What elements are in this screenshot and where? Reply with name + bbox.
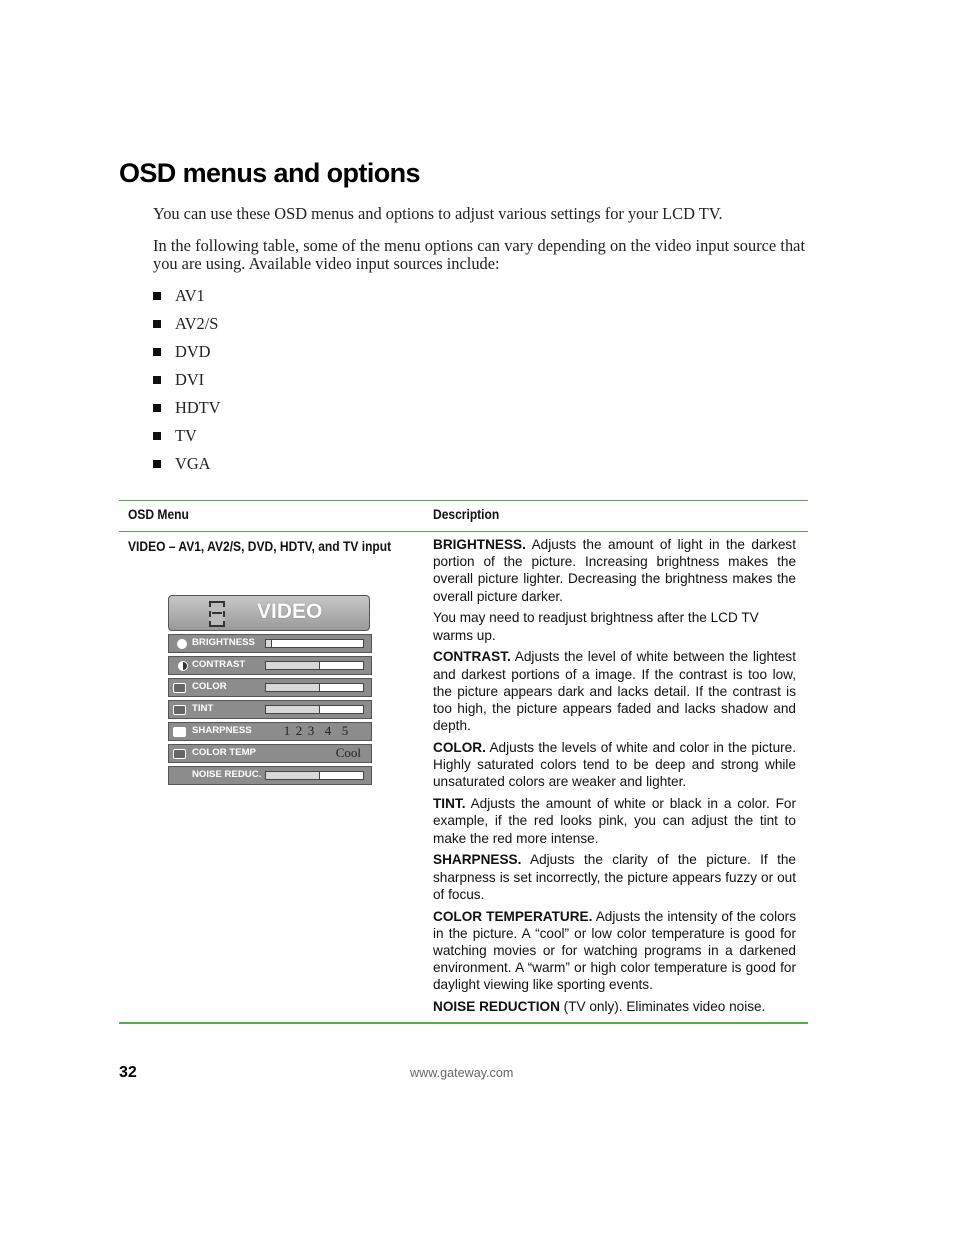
list-item <box>153 343 221 371</box>
osd-row-contrast <box>168 656 372 675</box>
osd-row-label: NOISE REDUC. <box>192 769 262 780</box>
list-item <box>153 287 221 315</box>
tint-icon <box>173 705 186 715</box>
scale-value: 5 <box>341 723 349 738</box>
definition: Adjusts the level of white between the lightest and darkest portions of a image. If the contrast is too low, the picture appears dark and lacks detail. If the contrast is too high, the picture appears faded and lacks shadow and depth. <box>433 649 796 734</box>
footer-url: www.gateway.com <box>410 1066 514 1080</box>
slider-fill <box>266 684 320 691</box>
bullet-icon <box>153 348 161 356</box>
term: SHARPNESS. <box>433 852 522 868</box>
definition: Adjusts the amount of light in the darkest portion of the picture. Increasing brightness makes the overall picture lighter. Decreasing the brightness makes the overall picture darker. <box>433 537 796 604</box>
definition: Adjusts the clarity of the picture. If the sharpness is set incorrectly, the picture appears fuzzy or out of focus. <box>433 852 796 902</box>
osd-row-color <box>168 678 372 697</box>
table-cell-description <box>433 536 796 1020</box>
term: CONTRAST. <box>433 649 511 665</box>
description-contrast <box>433 648 796 734</box>
page-title: OSD menus and options <box>119 158 420 188</box>
osd-row-brightness <box>168 634 372 653</box>
page-number: 32 <box>119 1064 137 1081</box>
contrast-slider <box>265 661 364 670</box>
bullet-icon <box>153 292 161 300</box>
description-noise-reduction <box>433 998 796 1015</box>
scale-value: 2 <box>295 723 303 738</box>
term: BRIGHTNESS. <box>433 537 526 552</box>
definition: Adjusts the levels of white and color in the picture. Highly saturated colors tend to be deep and strong while unsaturated colors are weaker and lighter. <box>433 740 796 790</box>
color-slider <box>265 683 364 692</box>
definition: You may need to readjust brightness after the LCD TV warms up. <box>433 610 759 643</box>
definition: Adjusts the amount of white or black in a color. For example, if the red looks pink, you can adjust the tint to make the red more intense. <box>433 796 796 846</box>
table-cell-menu-name: VIDEO – AV1, AV2/S, DVD, HDTV, and TV input <box>128 538 392 554</box>
brightness-slider <box>265 639 364 648</box>
description-color <box>433 739 796 791</box>
slider-fill <box>266 772 320 779</box>
intro-paragraph-2: In the following table, some of the menu options can vary depending on the video input source that you are using. Available video input sources include: <box>153 236 805 273</box>
list-item-text: DVI <box>175 370 205 389</box>
tint-slider <box>265 705 364 714</box>
video-source-list <box>153 287 221 483</box>
contrast-icon <box>178 661 188 671</box>
list-item <box>153 399 221 427</box>
table-top-rule <box>119 500 808 501</box>
bullet-icon <box>153 376 161 384</box>
color-temp-icon <box>173 749 186 759</box>
scale-value: 3 <box>307 723 315 738</box>
description-brightness-note <box>433 609 796 643</box>
scale-value: 1 <box>283 723 291 738</box>
osd-row-color-temp <box>168 744 372 763</box>
intro-paragraph-1: You can use these OSD menus and options to adjust various settings for your LCD TV. <box>153 204 723 223</box>
table-bottom-rule <box>119 1022 808 1024</box>
osd-row-noise-reduction <box>168 766 372 785</box>
osd-row-sharpness <box>168 722 372 741</box>
slider-fill <box>266 662 320 669</box>
term: COLOR. <box>433 740 486 756</box>
osd-video-menu-image <box>168 595 373 785</box>
color-icon <box>173 683 186 693</box>
term: COLOR TEMPERATURE. <box>433 908 593 924</box>
bullet-icon <box>153 404 161 412</box>
description-color-temperature <box>433 908 796 994</box>
list-item <box>153 315 221 343</box>
description-sharpness <box>433 851 796 903</box>
list-item <box>153 455 221 483</box>
osd-row-tint <box>168 700 372 719</box>
bullet-icon <box>153 320 161 328</box>
list-item-text: AV2/S <box>175 314 219 333</box>
osd-row-label: BRIGHTNESS <box>192 637 255 648</box>
osd-row-label: TINT <box>192 703 214 714</box>
bullet-icon <box>153 432 161 440</box>
list-item-text: HDTV <box>175 398 221 417</box>
description-tint <box>433 795 796 847</box>
list-item-text: DVD <box>175 342 211 361</box>
term: NOISE REDUCTION <box>433 999 560 1015</box>
sharpness-scale <box>281 723 351 739</box>
table-header-osd-menu: OSD Menu <box>128 506 189 522</box>
sharpness-icon <box>173 727 186 737</box>
description-brightness <box>433 536 796 605</box>
slider-fill <box>266 706 320 713</box>
list-item-text: AV1 <box>175 286 205 305</box>
list-item-text: TV <box>175 426 197 445</box>
slider-fill <box>266 640 272 647</box>
osd-row-label: COLOR TEMP <box>192 747 256 758</box>
bullet-icon <box>153 460 161 468</box>
list-item <box>153 371 221 399</box>
sun-icon <box>177 639 187 649</box>
osd-row-label: SHARPNESS <box>192 725 252 736</box>
osd-title: VIDEO <box>257 600 323 623</box>
osd-header <box>168 595 370 631</box>
term: TINT. <box>433 796 466 812</box>
osd-row-label: COLOR <box>192 681 227 692</box>
definition: (TV only). Eliminates video noise. <box>559 999 766 1015</box>
film-icon <box>209 601 225 627</box>
osd-row-label: CONTRAST <box>192 659 246 670</box>
noise-reduction-slider <box>265 771 364 780</box>
list-item <box>153 427 221 455</box>
table-header-description: Description <box>433 506 500 522</box>
scale-value: 4 <box>324 723 332 738</box>
list-item-text: VGA <box>175 454 211 473</box>
table-header-rule <box>119 531 808 532</box>
definition: Adjusts the intensity of the colors in the picture. A “cool” or low color temperature is good for watching movies or for watching programs in a darkened environment. A “warm” or high color temperature is good for daylight viewing like sporting events. <box>433 908 796 993</box>
color-temp-value: Cool <box>335 745 361 760</box>
